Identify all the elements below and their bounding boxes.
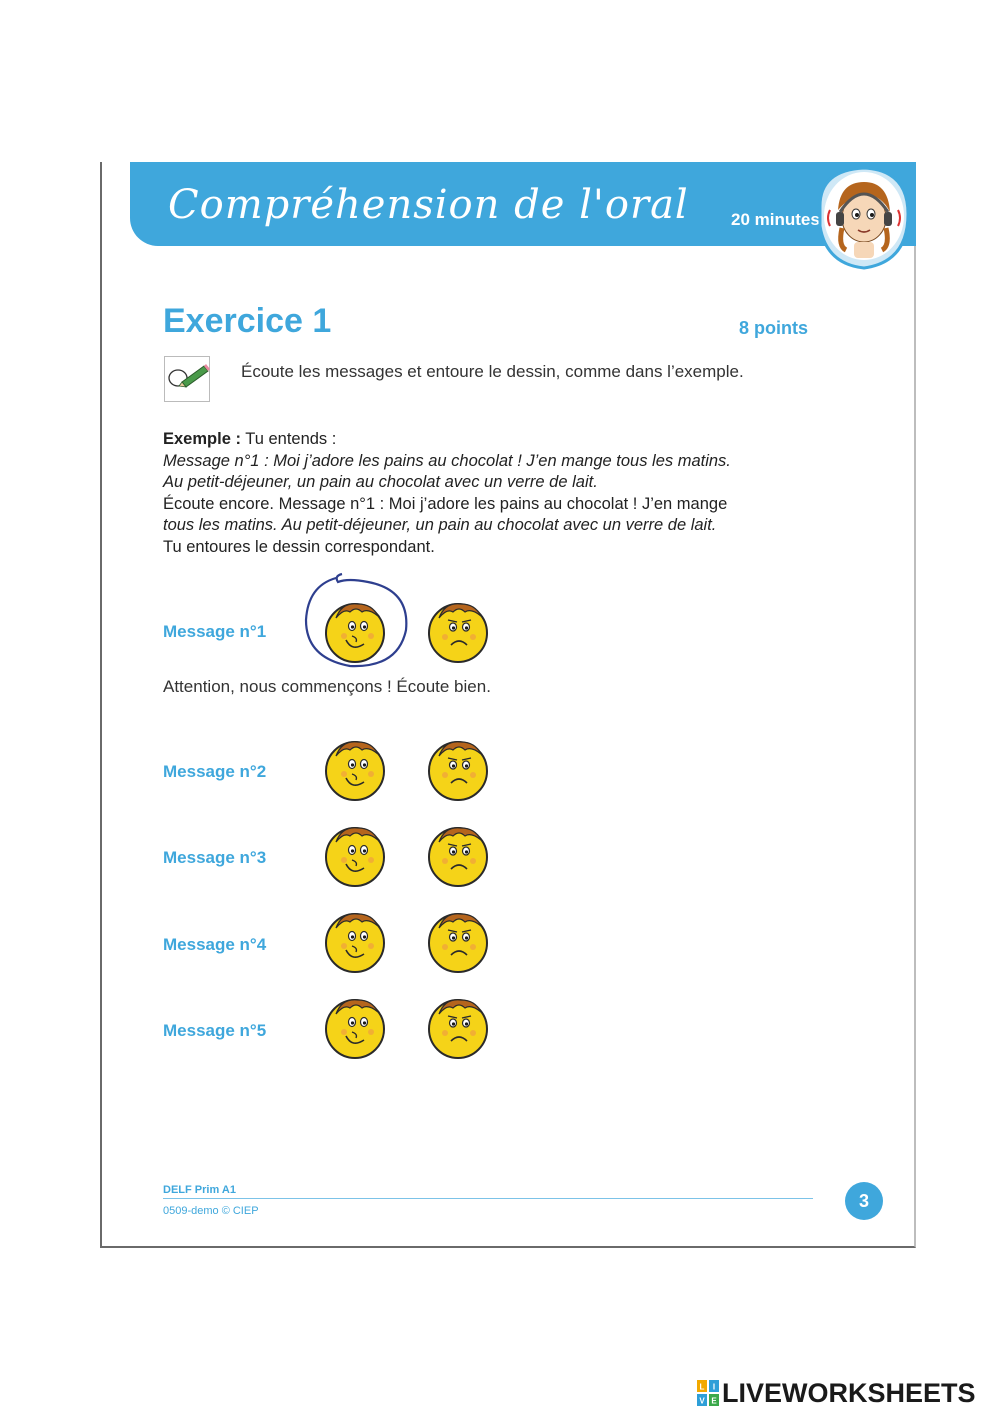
brand-name: LIVEWORKSHEETS bbox=[722, 1377, 976, 1408]
footer-title: DELF Prim A1 bbox=[163, 1184, 236, 1196]
happy-face-icon[interactable] bbox=[322, 736, 388, 802]
sad-face-icon[interactable] bbox=[425, 598, 491, 664]
example-line: Message n°1 : Moi j’adore les pains au chocolat ! J’en mange tous les matins. bbox=[163, 451, 731, 470]
sad-face-icon[interactable] bbox=[425, 908, 491, 974]
footer-divider bbox=[163, 1198, 813, 1199]
message-5-label: Message n°5 bbox=[163, 1021, 267, 1040]
message-3-label: Message n°3 bbox=[163, 848, 267, 867]
message-4-label: Message n°4 bbox=[163, 935, 267, 954]
happy-face-icon[interactable] bbox=[322, 994, 388, 1060]
message-1-label: Message n°1 bbox=[163, 622, 267, 641]
happy-face-icon[interactable] bbox=[322, 822, 388, 888]
sad-face-icon[interactable] bbox=[425, 822, 491, 888]
example-circle-mark bbox=[298, 572, 414, 674]
example-line: Écoute encore. Message n°1 : Moi j’adore les pains au chocolat ! J’en mange bbox=[163, 494, 728, 513]
pencil-circle-icon bbox=[164, 356, 210, 402]
sad-face-icon[interactable] bbox=[425, 994, 491, 1060]
listening-girl-avatar bbox=[816, 166, 912, 272]
exercise-points: 8 points bbox=[739, 318, 809, 338]
sad-face-icon[interactable] bbox=[425, 736, 491, 802]
section-title: Compréhension de l'oral bbox=[168, 182, 689, 228]
example-label: Exemple : bbox=[163, 430, 241, 448]
example-line: Tu entoures le dessin correspondant. bbox=[163, 537, 435, 556]
logo-letter: L bbox=[699, 1382, 705, 1392]
attention-text: Attention, nous commençons ! Écoute bien. bbox=[163, 677, 491, 696]
example-line: Au petit-déjeuner, un pain au chocolat avec un verre de lait. bbox=[163, 473, 598, 491]
logo-letter: I bbox=[712, 1382, 716, 1392]
liveworksheets-brand[interactable] bbox=[697, 1378, 976, 1408]
exercise-instruction: Écoute les messages et entoure le dessin, comme dans l’exemple. bbox=[241, 362, 744, 381]
logo-letter: E bbox=[711, 1396, 717, 1406]
message-2-label: Message n°2 bbox=[163, 762, 267, 781]
example-block bbox=[163, 429, 823, 558]
exercise-title: Exercice 1 bbox=[163, 302, 332, 340]
footer-copyright: 0509-demo © CIEP bbox=[163, 1205, 259, 1217]
liveworksheets-logo-icon bbox=[697, 1380, 719, 1406]
logo-letter: V bbox=[699, 1396, 705, 1406]
example-intro: Tu entends : bbox=[240, 430, 337, 448]
example-line: tous les matins. Au petit-déjeuner, un pain au chocolat avec un verre de lait. bbox=[163, 516, 717, 534]
happy-face-icon[interactable] bbox=[322, 908, 388, 974]
duration-label: 20 minutes bbox=[731, 210, 820, 229]
page-number: 3 bbox=[845, 1182, 883, 1220]
